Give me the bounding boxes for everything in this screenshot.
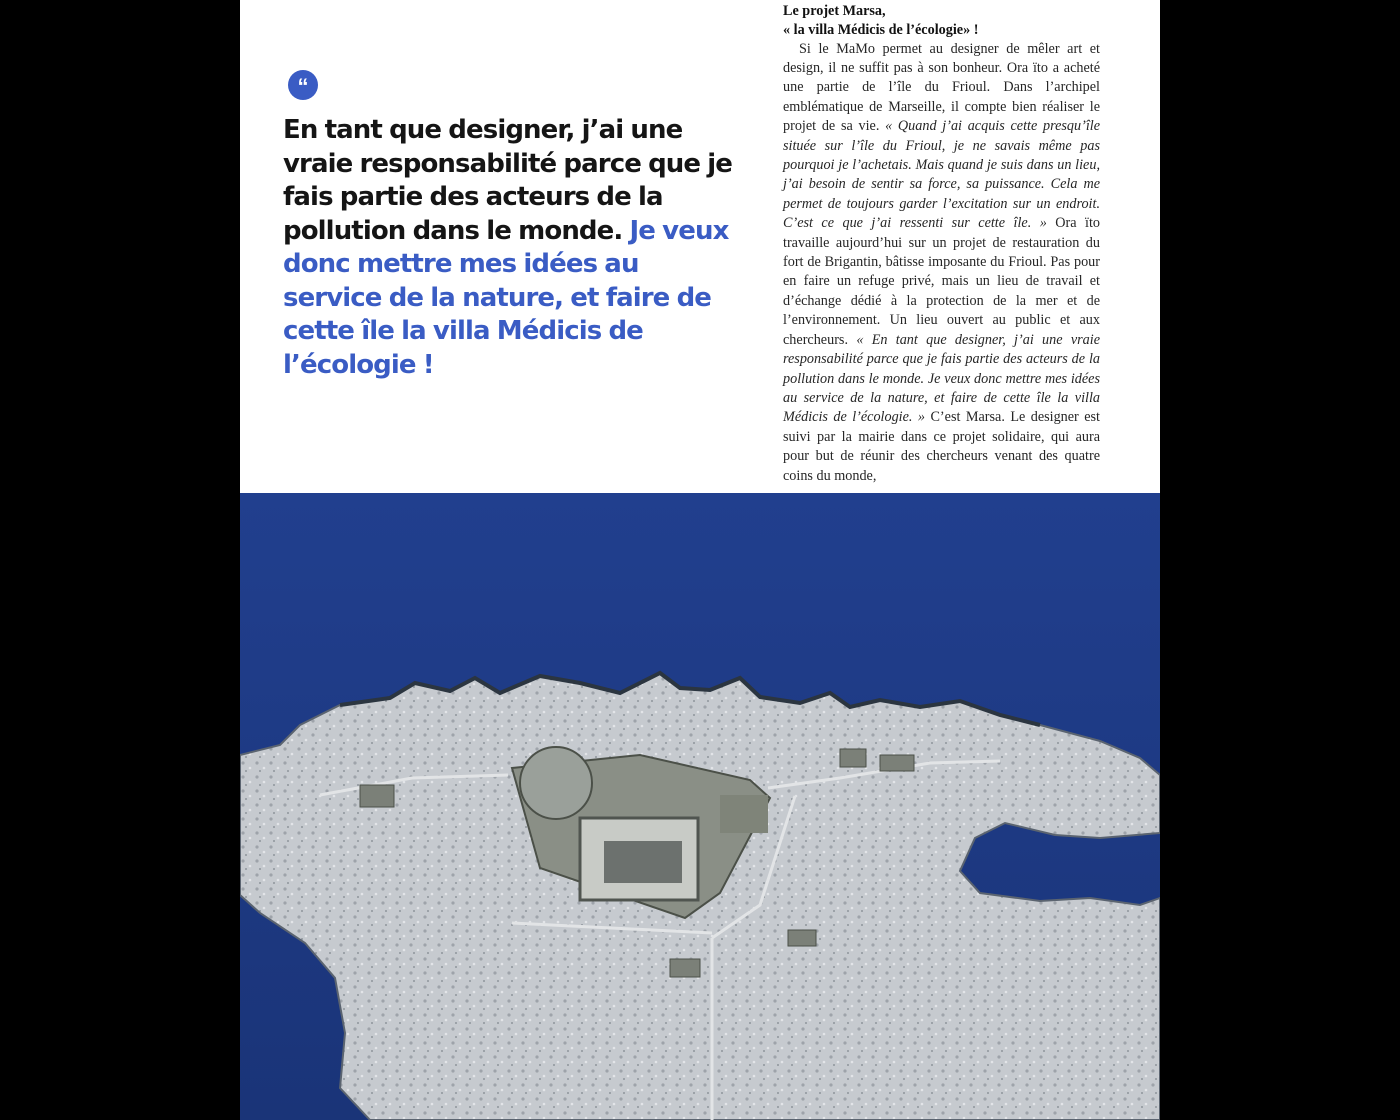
article-para-1: Si le MaMo permet au designer de mêler art et design, il ne suffit pas à son bonheur. Ora ïto a acheté une partie de l’île du Frioul. Dans l’archipel emblématique de Marseille, il compte bien réaliser le projet de sa vie. <box>783 40 1100 135</box>
quote-mark-icon: “ <box>288 70 318 100</box>
heading-line-1: Le projet Marsa, <box>783 3 886 19</box>
pull-quote <box>283 114 743 382</box>
article-quote-1: « Quand j’ai acquis cette presqu’île située sur l’île du Frioul, je ne savais même pas pourquoi je l’achetais. Mais quand je suis dans un lieu, j’ai besoin de sentir sa force, sa puissance. Cela me permet de toujours garder l’excitation sur un endroit. C’est ce que j’ai ressenti sur cette île. » <box>783 118 1100 232</box>
article-body <box>783 40 1100 486</box>
heading-line-2: « la villa Médicis de l’écologie» ! <box>783 21 979 38</box>
article-quote-2: « En tant que designer, j’ai une vraie responsabilité parce que je fais partie des acteurs de la pollution dans le monde. Je veux donc mettre mes idées au service de la nature, et faire de cette île la villa Médicis de l’écologie. » <box>783 331 1100 426</box>
aerial-island-photo <box>240 493 1160 1120</box>
magazine-page <box>240 0 1160 1120</box>
article-para-3: C’est Marsa. Le designer est suivi par la mairie dans ce projet solidaire, qui aura pour but de réunir des chercheurs venant des quatre coins du monde, <box>783 409 1100 484</box>
pull-quote-main: En tant que designer, j’ai une vraie responsabilité parce que je fais partie des acteurs de la pollution dans le monde. <box>283 115 733 246</box>
article-para-2: Ora ïto travaille aujourd’hui sur un projet de restauration du fort de Brigantin, bâtisse imposante du Frioul. Pas pour en faire un refuge privé, mais un lieu de travail et d’échange dédié à la protection de la mer et de l’environnement. Un lieu ouvert au public et aux chercheurs. <box>783 215 1100 348</box>
pull-quote-accent: Je veux donc mettre mes idées au service de la nature, et faire de cette île la villa Médicis de l’écologie ! <box>283 215 729 380</box>
article-heading <box>783 2 1100 40</box>
article-column <box>783 2 1100 486</box>
